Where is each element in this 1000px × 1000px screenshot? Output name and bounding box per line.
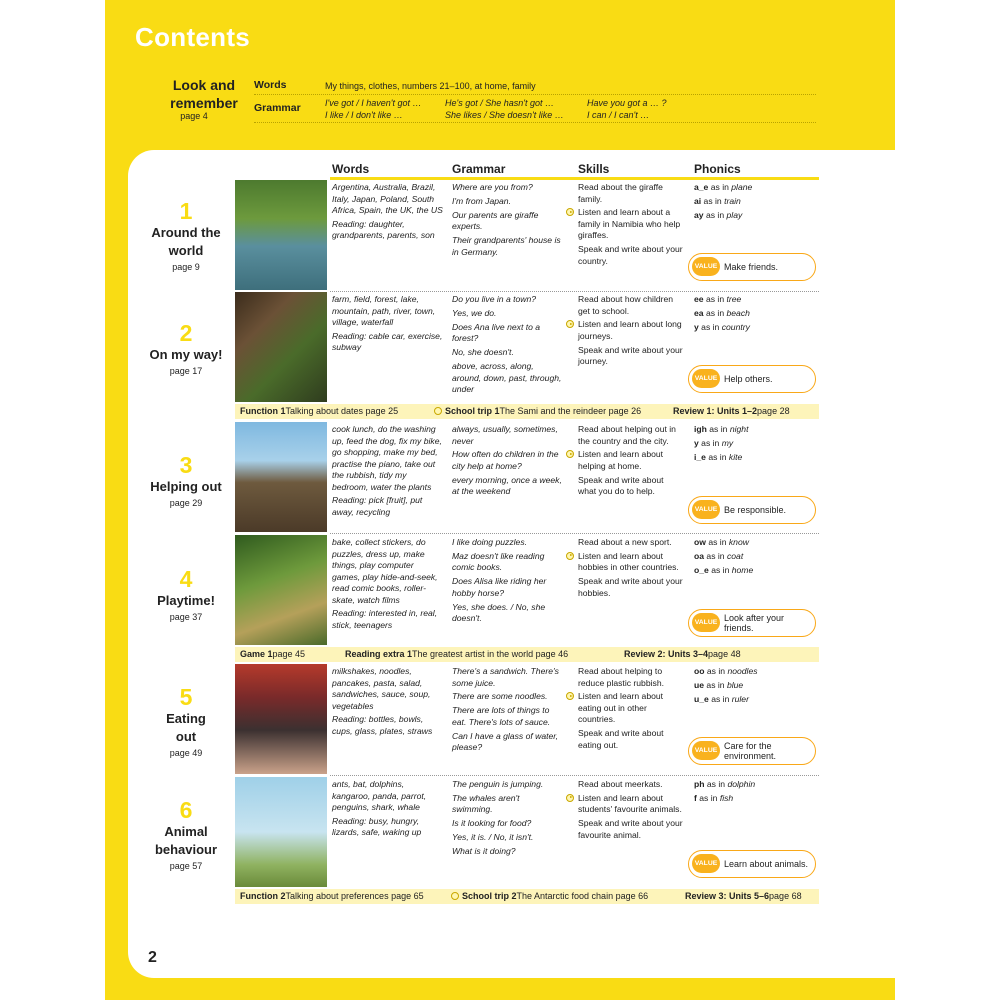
row-separator xyxy=(330,775,819,776)
phonics-example: plane xyxy=(731,182,753,192)
skill-item xyxy=(578,207,683,242)
skill-text: Read about a new sport. xyxy=(578,537,672,547)
unit-phonics xyxy=(694,294,816,336)
unit-skills xyxy=(578,779,683,844)
strip-item-c[interactable] xyxy=(624,647,741,662)
value-badge: VALUE xyxy=(692,613,720,632)
value-badge: VALUE xyxy=(692,257,720,276)
words-list: milkshakes, noodles, pancakes, pasta, salad, sandwiches, sauce, soup, vegetables xyxy=(332,666,431,711)
unit-photo xyxy=(235,292,327,402)
phonics-example: tree xyxy=(726,294,742,304)
unit-title: Helping out xyxy=(150,479,222,494)
phonics-item xyxy=(694,452,816,464)
value-text: Look after your friends. xyxy=(724,612,785,633)
phonics-sound: ee xyxy=(694,294,704,304)
extras-strip xyxy=(235,889,819,904)
phonics-sound: u_e xyxy=(694,693,709,704)
unit-skills xyxy=(578,294,683,370)
skill-item xyxy=(578,691,683,726)
unit-number: 1 xyxy=(179,198,193,224)
lar-divider xyxy=(254,122,816,123)
unit-skills xyxy=(578,182,683,270)
value-pill xyxy=(688,850,816,878)
strip-item-title: Review 1: Units 1–2 xyxy=(673,406,758,416)
strip-item-b[interactable] xyxy=(451,889,649,904)
phonics-sound: ow xyxy=(694,537,706,547)
phonics-sound: oa xyxy=(694,550,705,561)
phonics-as-in: as in xyxy=(708,693,732,704)
value-text: Care for the environment. xyxy=(724,740,777,761)
lar-grammar-item: He's got / She hasn't got … xyxy=(445,98,554,108)
unit-title-line2: world xyxy=(168,243,204,258)
audio-arrow-icon xyxy=(566,552,574,560)
audio-arrow-icon xyxy=(434,407,442,415)
unit-phonics xyxy=(694,182,816,224)
phonics-sound: a_e xyxy=(694,182,709,192)
phonics-item xyxy=(694,793,816,805)
lar-grammar-col1 xyxy=(325,97,422,121)
skill-item xyxy=(578,576,683,599)
value-text: Make friends. xyxy=(724,261,779,272)
unit-title: Around the xyxy=(151,225,221,240)
phonics-sound: ue xyxy=(694,679,705,690)
column-header-skills: Skills xyxy=(578,162,610,176)
skill-text: Speak and write about your hobbies. xyxy=(578,576,683,598)
skill-text: Read about helping out in the country and the city. xyxy=(578,424,676,446)
skill-item xyxy=(578,182,683,205)
skill-text: Listen and learn about a family in Namibia who help giraffes. xyxy=(578,207,681,241)
grammar-item: Do you live in a town? xyxy=(452,294,537,304)
unit-page-ref: page 9 xyxy=(172,262,200,272)
phonics-as-in: as in xyxy=(703,294,727,304)
lar-grammar-item: Have you got a … ? xyxy=(587,98,667,108)
grammar-item: How often do children in the city help at home? xyxy=(452,449,559,471)
phonics-as-in: as in xyxy=(705,537,729,547)
phonics-item xyxy=(694,680,816,692)
unit-phonics xyxy=(694,666,816,708)
row-separator xyxy=(330,533,819,534)
unit-page-ref: page 57 xyxy=(169,861,203,871)
phonics-item xyxy=(694,196,816,208)
phonics-item xyxy=(694,551,816,563)
value-pill xyxy=(688,496,816,524)
header-rule xyxy=(330,177,819,180)
unit-title: Animal xyxy=(164,824,208,839)
value-text: Learn about animals. xyxy=(724,858,809,869)
skill-item xyxy=(578,728,683,751)
skill-item xyxy=(578,294,683,317)
unit-grammar xyxy=(452,294,562,398)
lar-grammar-item: I like / I don't like … xyxy=(325,110,403,120)
phonics-example: night xyxy=(729,424,749,434)
strip-item-a[interactable] xyxy=(240,889,424,904)
unit-title-line2: out xyxy=(175,729,197,744)
strip-item-title: Review 3: Units 5–6 xyxy=(685,891,770,901)
phonics-sound: igh xyxy=(694,424,707,434)
phonics-as-in: as in xyxy=(703,307,727,318)
unit-photo xyxy=(235,180,327,290)
words-list: Argentina, Australia, Brazil, Italy, Japan, Poland, South Africa, Spain, the UK, the US xyxy=(332,182,443,215)
strip-item-text: The Antarctic food chain page 66 xyxy=(516,891,649,901)
grammar-item: Does Ana live next to a forest? xyxy=(452,321,541,344)
phonics-example: country xyxy=(721,321,750,332)
skill-text: Listen and learn about long journeys. xyxy=(578,319,682,341)
strip-item-title: School trip 1 xyxy=(445,406,500,416)
phonics-as-in: as in xyxy=(704,679,727,690)
extras-strip xyxy=(235,404,819,419)
value-pill xyxy=(688,365,816,393)
strip-item-text: page 45 xyxy=(272,649,306,659)
phonics-item xyxy=(694,294,816,306)
unit-title: On my way! xyxy=(149,347,223,362)
skill-item xyxy=(578,793,683,816)
unit-grammar xyxy=(452,666,562,756)
strip-item-c[interactable] xyxy=(685,889,802,904)
unit-page-ref: page 17 xyxy=(169,366,203,376)
unit-phonics xyxy=(694,537,816,579)
value-badge: VALUE xyxy=(692,500,720,519)
unit-photo xyxy=(235,422,327,532)
phonics-sound: i_e xyxy=(694,451,706,462)
phonics-example: ruler xyxy=(731,693,749,704)
strip-item-title: Function 2 xyxy=(240,891,286,901)
unit-skills xyxy=(578,424,683,500)
reading-words: Reading: bottles, bowls, cups, glass, plates, straws xyxy=(332,714,433,736)
phonics-as-in: as in xyxy=(704,666,728,676)
phonics-sound: oo xyxy=(694,666,705,676)
grammar-item: What is it doing? xyxy=(452,846,516,857)
phonics-as-in: as in xyxy=(704,779,728,789)
unit-title: Playtime! xyxy=(157,593,215,608)
phonics-item xyxy=(694,438,816,450)
grammar-item: There's a sandwich. There's some juice. xyxy=(452,666,559,688)
phonics-example: noodles xyxy=(727,666,758,676)
strip-item-text: Talking about dates page 25 xyxy=(285,406,399,416)
grammar-item: There are lots of things to eat. There's lots of sauce. xyxy=(452,705,551,727)
unit-number: 4 xyxy=(179,566,193,592)
value-pill xyxy=(688,253,816,281)
grammar-item: Maz doesn't like reading comic books. xyxy=(452,550,545,573)
phonics-example: blue xyxy=(726,679,744,690)
unit-number: 3 xyxy=(179,452,193,478)
unit-title-line2: behaviour xyxy=(154,842,218,857)
strip-item-text: page 28 xyxy=(757,406,790,416)
skill-item xyxy=(578,537,683,549)
phonics-example: kite xyxy=(728,451,743,462)
phonics-item xyxy=(694,666,816,678)
phonics-example: dolphin xyxy=(727,779,756,789)
skill-item xyxy=(578,319,683,342)
column-header-phonics: Phonics xyxy=(694,162,741,176)
skill-text: Read about helping to reduce plastic rubbish. xyxy=(578,666,664,688)
strip-item-title: Reading extra 1 xyxy=(345,649,413,659)
phonics-as-in: as in xyxy=(705,451,729,462)
phonics-example: beach xyxy=(726,307,750,318)
unit-words xyxy=(332,424,444,521)
page-title: Contents xyxy=(135,22,251,52)
phonics-example: my xyxy=(721,437,734,448)
unit-number: 2 xyxy=(179,320,193,346)
strip-item-a[interactable] xyxy=(240,404,399,419)
phonics-sound: ph xyxy=(694,779,705,789)
lar-grammar-label: Grammar xyxy=(254,102,301,114)
lar-page-ref: page 4 xyxy=(180,111,208,121)
unit-words xyxy=(332,779,444,841)
lar-grammar-item: I can / I can't … xyxy=(587,110,650,120)
skill-item xyxy=(578,449,683,472)
grammar-item: The penguin is jumping. xyxy=(452,779,544,789)
lar-title-line2: remember xyxy=(170,95,238,111)
phonics-as-in: as in xyxy=(704,550,727,561)
skill-text: Speak and write about eating out. xyxy=(578,728,664,750)
strip-item-title: Game 1 xyxy=(240,649,273,659)
lar-grammar-col2 xyxy=(445,97,564,121)
skill-text: Read about the giraffe family. xyxy=(578,182,663,204)
row-separator xyxy=(330,291,819,292)
unit-words xyxy=(332,182,444,244)
skill-item xyxy=(578,666,683,689)
unit-words xyxy=(332,294,444,356)
skill-item xyxy=(578,551,683,574)
skill-text: Read about how children get to school. xyxy=(578,294,674,316)
phonics-item xyxy=(694,424,816,436)
strip-item-b[interactable] xyxy=(345,647,569,662)
lar-title-line1: Look and xyxy=(172,77,236,93)
phonics-item xyxy=(694,308,816,320)
lar-grammar-item: She likes / She doesn't like … xyxy=(445,110,564,120)
reading-words: Reading: daughter, grandparents, parents, son xyxy=(332,218,435,241)
grammar-item: Our parents are giraffe experts. xyxy=(452,209,539,232)
column-header-words: Words xyxy=(332,162,370,176)
reading-words: Reading: cable car, exercise, subway xyxy=(332,330,443,353)
page-number: 2 xyxy=(148,949,157,966)
phonics-example: coat xyxy=(726,550,744,561)
value-badge: VALUE xyxy=(692,369,720,388)
phonics-as-in: as in xyxy=(698,437,722,448)
grammar-item: Yes, she does. / No, she doesn't. xyxy=(452,601,546,624)
skill-text: Speak and write about what you do to help. xyxy=(578,474,664,497)
phonics-item xyxy=(694,182,816,194)
phonics-as-in: as in xyxy=(703,209,727,220)
words-list: cook lunch, do the washing up, feed the dog, fix my bike, go shopping, make my bed, practise the piano, take out the rubbish, tidy my bedroom, water the plants xyxy=(332,424,442,492)
phonics-sound: f xyxy=(694,792,697,803)
phonics-example: train xyxy=(724,195,741,206)
grammar-item: No, she doesn't. xyxy=(452,347,514,358)
skill-item xyxy=(578,345,683,368)
audio-arrow-icon xyxy=(451,892,459,900)
phonics-sound: o_e xyxy=(694,564,709,575)
strip-item-title: Function 1 xyxy=(240,406,286,416)
reading-words: Reading: pick [fruit], put away, recycling xyxy=(332,495,423,517)
unit-skills xyxy=(578,537,683,602)
extras-strip xyxy=(235,647,819,662)
skill-text: Read about meerkats. xyxy=(578,779,663,789)
look-and-remember-title xyxy=(148,76,260,112)
phonics-item xyxy=(694,322,816,334)
unit-title: Eating xyxy=(166,711,206,726)
unit-words xyxy=(332,537,444,634)
strip-item-text: Talking about preferences page 65 xyxy=(285,891,424,901)
skill-text: Listen and learn about hobbies in other countries. xyxy=(578,550,679,573)
words-list: ants, bat, dolphins, kangaroo, panda, parrot, penguins, shark, whale xyxy=(332,779,427,812)
skill-item xyxy=(578,244,683,267)
skill-text: Speak and write about your favourite animal. xyxy=(578,818,683,840)
phonics-example: home xyxy=(731,564,754,575)
grammar-item: The whales aren't swimming. xyxy=(452,792,520,815)
value-badge: VALUE xyxy=(692,854,720,873)
phonics-sound: ay xyxy=(694,209,704,220)
phonics-example: know xyxy=(728,537,749,547)
strip-item-text: The greatest artist in the world page 46 xyxy=(412,649,569,659)
grammar-item: Is it looking for food? xyxy=(452,818,532,829)
unit-page-ref: page 29 xyxy=(169,498,203,508)
phonics-as-in: as in xyxy=(696,792,720,803)
strip-item-b[interactable] xyxy=(434,404,642,419)
unit-phonics xyxy=(694,424,816,466)
lar-words-text: My things, clothes, numbers 21–100, at home, family xyxy=(325,81,536,91)
grammar-item: I like doing puzzles. xyxy=(452,537,527,547)
lar-divider xyxy=(254,94,816,95)
unit-photo xyxy=(235,664,327,774)
phonics-as-in: as in xyxy=(698,321,722,332)
lar-grammar-col3 xyxy=(587,97,667,121)
grammar-item: Can I have a glass of water, please? xyxy=(452,730,559,753)
unit-number: 5 xyxy=(179,684,193,710)
words-list: bake, collect stickers, do puzzles, dress up, make things, play computer games, play hide-and-seek, read comic books, roller-skate, watch films xyxy=(332,537,438,605)
strip-item-a[interactable] xyxy=(240,647,306,662)
column-header-grammar: Grammar xyxy=(452,162,506,176)
strip-item-text: page 48 xyxy=(708,649,741,659)
phonics-as-in: as in xyxy=(706,424,730,434)
strip-item-text: The Sami and the reindeer page 26 xyxy=(499,406,642,416)
phonics-sound: y xyxy=(694,437,699,448)
unit-grammar xyxy=(452,424,562,500)
unit-page-ref: page 49 xyxy=(169,748,203,758)
unit-grammar xyxy=(452,779,562,860)
unit-grammar xyxy=(452,537,562,627)
strip-item-title: Review 2: Units 3–4 xyxy=(624,649,709,659)
phonics-item xyxy=(694,210,816,222)
value-text: Help others. xyxy=(724,373,773,384)
skill-text: Listen and learn about students' favourite animals. xyxy=(578,792,682,815)
grammar-item: always, usually, sometimes, never xyxy=(452,424,558,446)
phonics-as-in: as in xyxy=(708,564,732,575)
phonics-as-in: as in xyxy=(701,195,725,206)
value-pill xyxy=(688,737,816,765)
skill-item xyxy=(578,475,683,498)
skill-text: Speak and write about your country. xyxy=(578,244,683,266)
phonics-item xyxy=(694,694,816,706)
reading-words: Reading: busy, hungry, lizards, safe, waking up xyxy=(332,815,422,838)
grammar-item: Their grandparents' house is in Germany. xyxy=(452,235,561,257)
phonics-item xyxy=(694,779,816,791)
skill-item xyxy=(578,424,683,447)
unit-skills xyxy=(578,666,683,754)
phonics-as-in: as in xyxy=(708,182,732,192)
phonics-item xyxy=(694,565,816,577)
grammar-item: Where are you from? xyxy=(452,182,533,192)
grammar-item: Yes, we do. xyxy=(452,307,497,318)
unit-photo xyxy=(235,535,327,645)
lar-words-label: Words xyxy=(254,79,287,91)
strip-item-text: page 68 xyxy=(769,891,802,901)
phonics-sound: y xyxy=(694,321,699,332)
audio-arrow-icon xyxy=(566,794,574,802)
skill-text: Listen and learn about helping at home. xyxy=(578,449,664,471)
lar-grammar-item: I've got / I haven't got … xyxy=(325,98,422,108)
grammar-item: Yes, it is. / No, it isn't. xyxy=(452,832,534,843)
skill-item xyxy=(578,818,683,841)
reading-words: Reading: interested in, real, stick, teenagers xyxy=(332,608,438,630)
strip-item-title: School trip 2 xyxy=(462,891,517,901)
phonics-example: play xyxy=(726,209,743,220)
unit-number: 6 xyxy=(179,797,193,823)
skill-text: Listen and learn about eating out in other countries. xyxy=(578,691,664,725)
phonics-item xyxy=(694,537,816,549)
skill-text: Speak and write about your journey. xyxy=(578,344,683,367)
phonics-example: fish xyxy=(719,792,734,803)
strip-item-c[interactable] xyxy=(673,404,790,419)
grammar-item: every morning, once a week, at the weekend xyxy=(452,474,562,497)
phonics-sound: ea xyxy=(694,307,704,318)
value-pill xyxy=(688,609,816,637)
unit-phonics xyxy=(694,779,816,807)
unit-words xyxy=(332,666,444,740)
words-list: farm, field, forest, lake, mountain, path, river, town, village, waterfall xyxy=(332,294,436,327)
value-text: Be responsible. xyxy=(724,504,787,515)
grammar-item: above, across, along, around, down, past, through, under xyxy=(452,361,562,395)
grammar-item: Does Alisa like riding her hobby horse? xyxy=(452,576,547,598)
grammar-item: I'm from Japan. xyxy=(452,195,511,206)
value-badge: VALUE xyxy=(692,741,720,760)
phonics-sound: ai xyxy=(694,195,702,206)
skill-item xyxy=(578,779,683,791)
unit-page-ref: page 37 xyxy=(169,612,203,622)
unit-photo xyxy=(235,777,327,887)
unit-grammar xyxy=(452,182,562,261)
grammar-item: There are some noodles. xyxy=(452,691,548,702)
